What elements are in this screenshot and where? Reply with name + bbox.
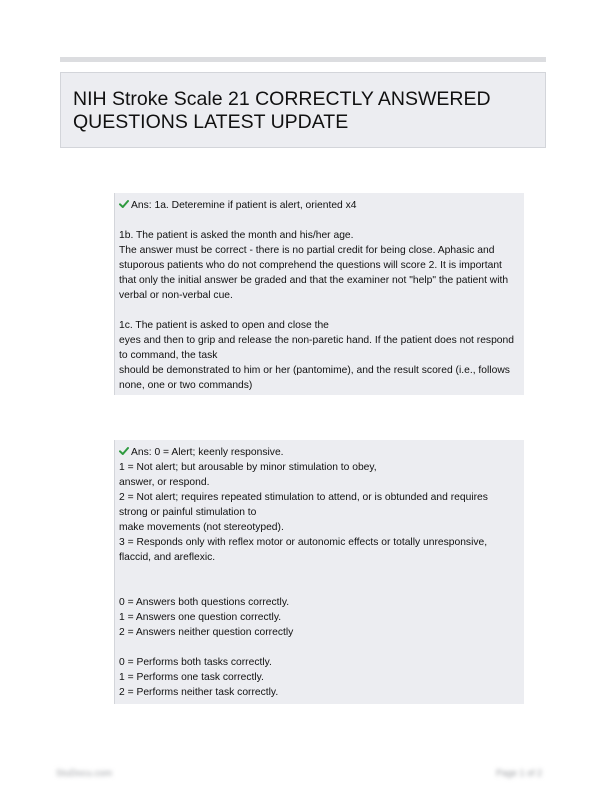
answer-line — [119, 445, 518, 460]
answer-line-item: make movements (not stereotyped). — [119, 522, 284, 533]
answer-line-item: 0 = Answers both questions correctly. — [119, 597, 290, 608]
check-icon — [119, 446, 129, 456]
title-banner — [60, 72, 546, 148]
answer-line-item: 1 = Performs one task correctly. — [119, 672, 264, 683]
answer-line-item: 1 = Answers one question correctly. — [119, 612, 282, 623]
top-divider — [60, 57, 546, 62]
answer-paragraph: eyes and then to grip and release the non-paretic hand. If the patient does not respond to command, the task — [119, 335, 514, 361]
answer-line-item: 2 = Performs neither task correctly. — [119, 687, 279, 698]
check-icon — [119, 199, 129, 209]
answer-paragraph: The answer must be correct - there is no partial credit for being close. Aphasic and stuporous patients who do not comprehend the questions will score 2. It is important that only the initial answer be graded and that the examiner not "help" the patient with verbal or non-verbal cue. — [119, 245, 509, 301]
answer-paragraph: should be demonstrated to him or her (pantomime), and the result scored (i.e., follows none, one or two commands) — [119, 365, 510, 391]
answer-text: Ans: 1a. Deteremine if patient is alert, oriented x4 — [131, 200, 357, 211]
document-title: NIH Stroke Scale 21 CORRECTLY ANSWERED QUESTIONS LATEST UPDATE — [73, 88, 491, 133]
answer-line-item: 2 = Not alert; requires repeated stimulation to attend, or is obtunded and requires strong or painful stimulation to — [119, 492, 488, 518]
answer-line-item: 1 = Not alert; but arousable by minor stimulation to obey, — [119, 462, 377, 473]
footer-source: StuDocu.com — [56, 768, 113, 778]
answer-paragraph: 1b. The patient is asked the month and his/her age. — [119, 230, 354, 241]
answer-line — [119, 198, 518, 213]
answer-line-item: answer, or respond. — [119, 477, 210, 488]
answer-line-item: 3 = Responds only with reflex motor or autonomic effects or totally unresponsive, flaccid, and areflexic. — [119, 537, 488, 563]
answer-line-item: 0 = Performs both tasks correctly. — [119, 657, 272, 668]
qa-card — [114, 440, 524, 704]
footer-page-number: Page 1 of 2 — [496, 768, 543, 778]
answer-text: Ans: 0 = Alert; keenly responsive. — [131, 447, 284, 458]
answer-paragraph: 1c. The patient is asked to open and close the — [119, 320, 329, 331]
answer-line-item: 2 = Answers neither question correctly — [119, 627, 294, 638]
qa-card — [114, 193, 524, 395]
